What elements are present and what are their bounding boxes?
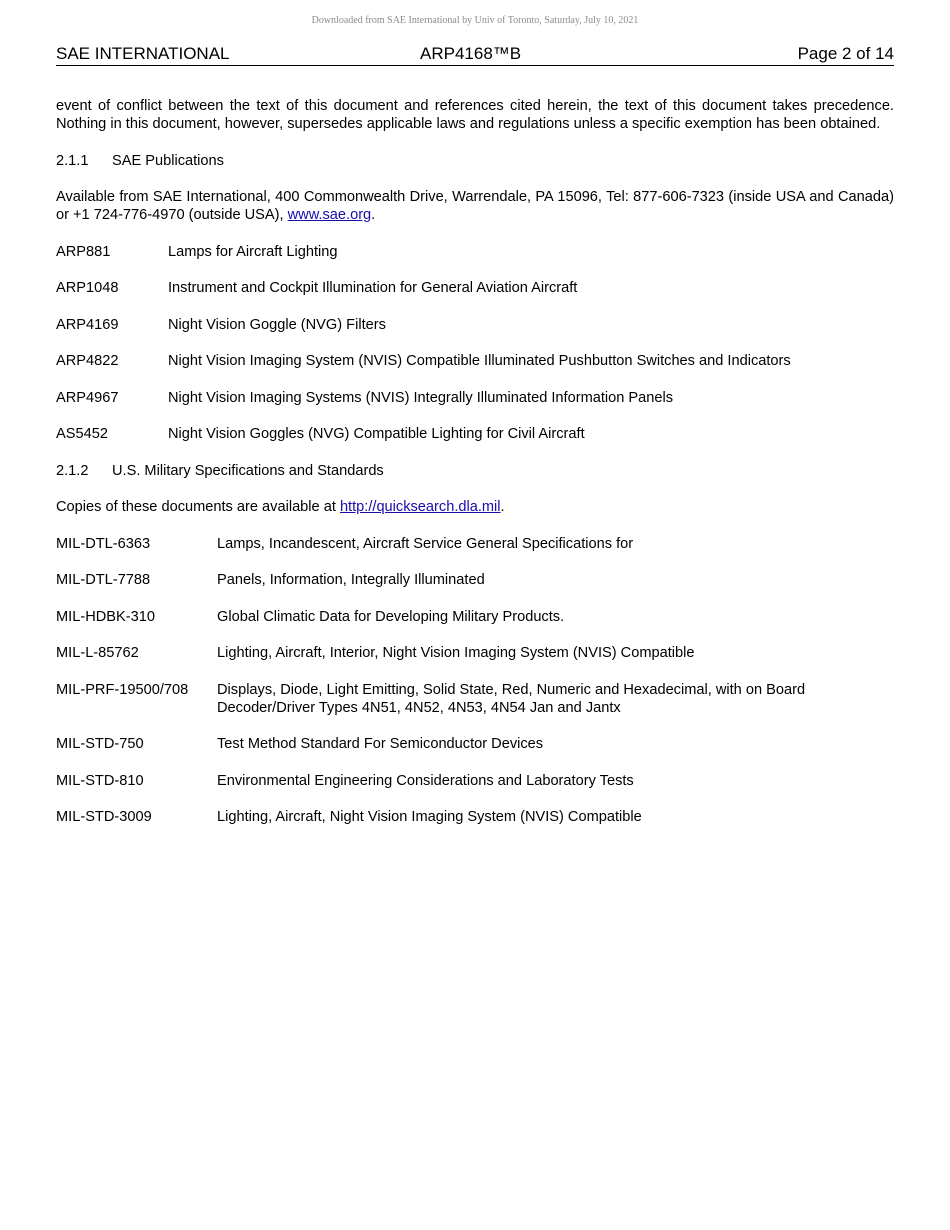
page-content (56, 97, 894, 845)
reference-code: MIL-DTL-6363 (56, 535, 151, 552)
mil-reference-list (56, 535, 894, 827)
reference-code: MIL-PRF-19500/708 (56, 681, 189, 698)
reference-title: Night Vision Goggles (NVG) Compatible Lighting for Civil Aircraft (168, 426, 585, 442)
reference-title: Instrument and Cockpit Illumination for General Aviation Aircraft (168, 280, 578, 296)
reference-row (56, 808, 894, 826)
section-heading-military (56, 462, 894, 480)
reference-row (56, 608, 894, 626)
reference-code: MIL-STD-810 (56, 772, 144, 789)
reference-title: Lamps for Aircraft Lighting (168, 243, 338, 260)
reference-title: Lighting, Aircraft, Night Vision Imaging System (NVIS) Compatible (217, 809, 642, 825)
reference-title: Panels, Information, Integrally Illuminated (217, 572, 485, 588)
availability-text: Copies of these documents are available at (56, 499, 340, 515)
header-page-number: Page 2 of 14 (797, 44, 894, 63)
reference-title: Night Vision Imaging System (NVIS) Compatible Illuminated Pushbutton Switches and Indicators (168, 353, 791, 369)
reference-row (56, 389, 894, 407)
reference-code: AS5452 (56, 426, 108, 442)
reference-title: Night Vision Imaging Systems (NVIS) Integrally Illuminated Information Panels (168, 389, 674, 406)
availability-suffix: . (500, 499, 505, 515)
reference-row (56, 681, 894, 717)
availability-suffix: . (371, 207, 376, 223)
reference-code: MIL-STD-3009 (56, 809, 152, 825)
reference-row (56, 243, 894, 261)
reference-code: ARP881 (56, 243, 111, 260)
reference-title: Environmental Engineering Considerations and Laboratory Tests (217, 772, 634, 789)
section-number: 2.1.2 (56, 462, 89, 479)
mil-availability-paragraph (56, 498, 894, 516)
reference-row (56, 279, 894, 297)
reference-code: MIL-L-85762 (56, 645, 139, 661)
download-watermark: Downloaded from SAE International by Univ of Toronto, Saturday, July 10, 2021 (311, 15, 639, 26)
reference-code: ARP4169 (56, 316, 119, 333)
section-title: U.S. Military Specifications and Standards (112, 462, 384, 479)
reference-title: Lamps, Incandescent, Aircraft Service General Specifications for (217, 535, 634, 552)
reference-row (56, 425, 894, 443)
sae-availability-paragraph (56, 188, 894, 224)
reference-row (56, 772, 894, 790)
header-organization: SAE INTERNATIONAL (56, 44, 230, 63)
reference-code: ARP4967 (56, 389, 119, 406)
sae-reference-list (56, 243, 894, 444)
reference-row (56, 352, 894, 370)
reference-row (56, 735, 894, 753)
reference-code: ARP4822 (56, 353, 119, 369)
reference-title: Lighting, Aircraft, Interior, Night Vision Imaging System (NVIS) Compatible (217, 645, 695, 661)
header-document-number: ARP4168™B (420, 44, 522, 63)
intro-paragraph: event of conflict between the text of this document and references cited herein, the text of this document takes precedence. Nothing in this document, however, supersedes applicable laws and regulations unless a specific exemption has been obtained. (56, 98, 894, 132)
page-header (56, 44, 894, 66)
sae-website-link[interactable]: www.sae.org (287, 207, 372, 223)
reference-code: MIL-STD-750 (56, 736, 144, 752)
section-heading-sae (56, 152, 894, 170)
reference-code: MIL-HDBK-310 (56, 608, 155, 625)
reference-row (56, 316, 894, 334)
dla-quicksearch-link[interactable]: http://quicksearch.dla.mil (339, 499, 501, 515)
reference-title: Displays, Diode, Light Emitting, Solid State, Red, Numeric and Hexadecimal, with on Board Decoder/Driver Types 4N51, 4N52, 4N53, 4N54 Jan and Jantx (217, 681, 806, 716)
reference-code: MIL-DTL-7788 (56, 572, 151, 588)
reference-row (56, 571, 894, 589)
reference-title: Night Vision Goggle (NVG) Filters (168, 316, 386, 333)
reference-row (56, 644, 894, 662)
reference-row (56, 535, 894, 553)
section-title: SAE Publications (112, 152, 224, 169)
availability-text: Available from SAE International, 400 Commonwealth Drive, Warrendale, PA 15096, Tel: 877-606-7323 (inside USA and Canada) or +1 724-776-4970 (outside USA), (56, 189, 894, 223)
section-number: 2.1.1 (56, 152, 89, 169)
reference-title: Test Method Standard For Semiconductor Devices (217, 736, 544, 752)
reference-title: Global Climatic Data for Developing Military Products. (217, 608, 565, 625)
reference-code: ARP1048 (56, 280, 119, 296)
